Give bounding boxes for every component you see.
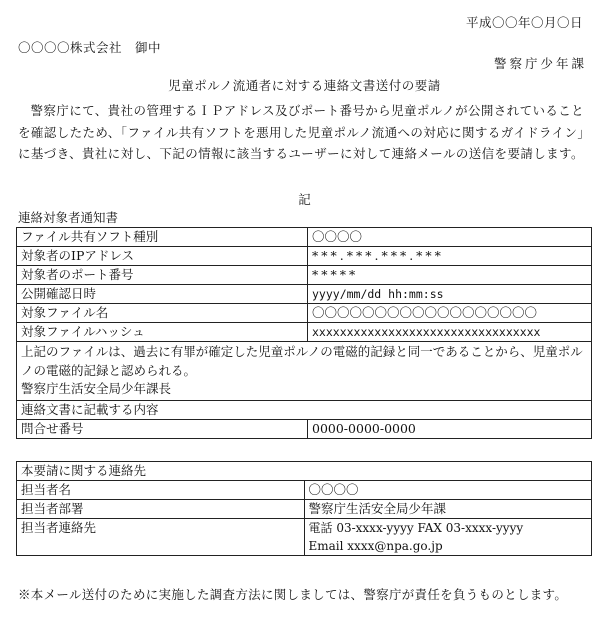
table-row	[17, 247, 592, 266]
contact-label: 担当者連絡先	[17, 519, 305, 556]
notice-table-title: 連絡対象者通知書	[18, 210, 119, 225]
row-label: 担当者名	[17, 481, 305, 500]
row-value: *****	[308, 266, 592, 285]
document-date: 平成〇〇年〇月〇日	[465, 15, 583, 30]
inquiry-value: 0000-0000-0000	[308, 419, 592, 438]
ki-heading: 記	[298, 192, 311, 207]
row-label: 担当者部署	[17, 500, 305, 519]
statement-text: 上記のファイルは、過去に有罪が確定した児童ポルノの電磁的記録と同一であることから、児童ポルノの電磁的記録と認められる。	[21, 344, 583, 378]
document-subject: 児童ポルノ流通者に対する連絡文書送付の要請	[168, 78, 441, 93]
table-row	[17, 419, 592, 438]
notice-table	[16, 227, 592, 439]
row-value: ***.***.***.***	[308, 247, 592, 266]
table-row	[17, 342, 592, 401]
table-row	[17, 304, 592, 323]
table-row	[17, 481, 592, 500]
row-value: 〇〇〇〇〇〇〇〇〇〇〇〇〇〇〇〇〇〇	[308, 304, 592, 323]
statement-cell	[17, 342, 592, 401]
inquiry-label: 問合せ番号	[17, 419, 308, 438]
table-row	[17, 400, 592, 419]
row-value: 〇〇〇〇	[304, 481, 592, 500]
contact-table-title: 本要請に関する連絡先	[17, 462, 592, 481]
contents-label: 連絡文書に記載する内容	[17, 400, 592, 419]
table-row	[17, 519, 592, 556]
body-paragraph: 警察庁にて、貴社の管理するＩＰアドレス及びポート番号から児童ポルノが公開されていることを確認したため、「ファイル共有ソフトを悪用した児童ポルノ流通への対応に関するガイドライン」に基づき、貴社に対し、下記の情報に該当するユーザーに対して連絡メールの送信を要請します。	[18, 103, 591, 161]
table-row	[17, 285, 592, 304]
table-row	[17, 323, 592, 342]
row-value: xxxxxxxxxxxxxxxxxxxxxxxxxxxxxxxxx	[308, 323, 592, 342]
contact-table	[16, 461, 592, 556]
contact-value	[304, 519, 592, 556]
row-value: yyyy/mm/dd hh:mm:ss	[308, 285, 592, 304]
sender: 警察庁少年課	[493, 56, 587, 71]
footer-note: ※本メール送付のために実施した調査方法に関しましては、警察庁が責任を負うものとします。	[18, 587, 568, 602]
row-label: 対象ファイル名	[17, 304, 308, 323]
row-label: ファイル共有ソフト種別	[17, 228, 308, 247]
row-value: 〇〇〇〇	[308, 228, 592, 247]
issuer-text: 警察庁生活安全局少年課長	[21, 381, 172, 396]
email-text: Email xxxx@npa.go.jp	[308, 539, 443, 553]
row-label: 対象ファイルハッシュ	[17, 323, 308, 342]
table-row	[17, 462, 592, 481]
table-row	[17, 500, 592, 519]
addressee: 〇〇〇〇株式会社 御中	[18, 40, 162, 55]
row-label: 公開確認日時	[17, 285, 308, 304]
row-label: 対象者のポート番号	[17, 266, 308, 285]
phone-fax-text: 電話 03-xxxx-yyyy FAX 03-xxxx-yyyy	[308, 521, 524, 535]
row-label: 対象者のIPアドレス	[17, 247, 308, 266]
row-value: 警察庁生活安全局少年課	[304, 500, 592, 519]
table-row	[17, 266, 592, 285]
table-row	[17, 228, 592, 247]
